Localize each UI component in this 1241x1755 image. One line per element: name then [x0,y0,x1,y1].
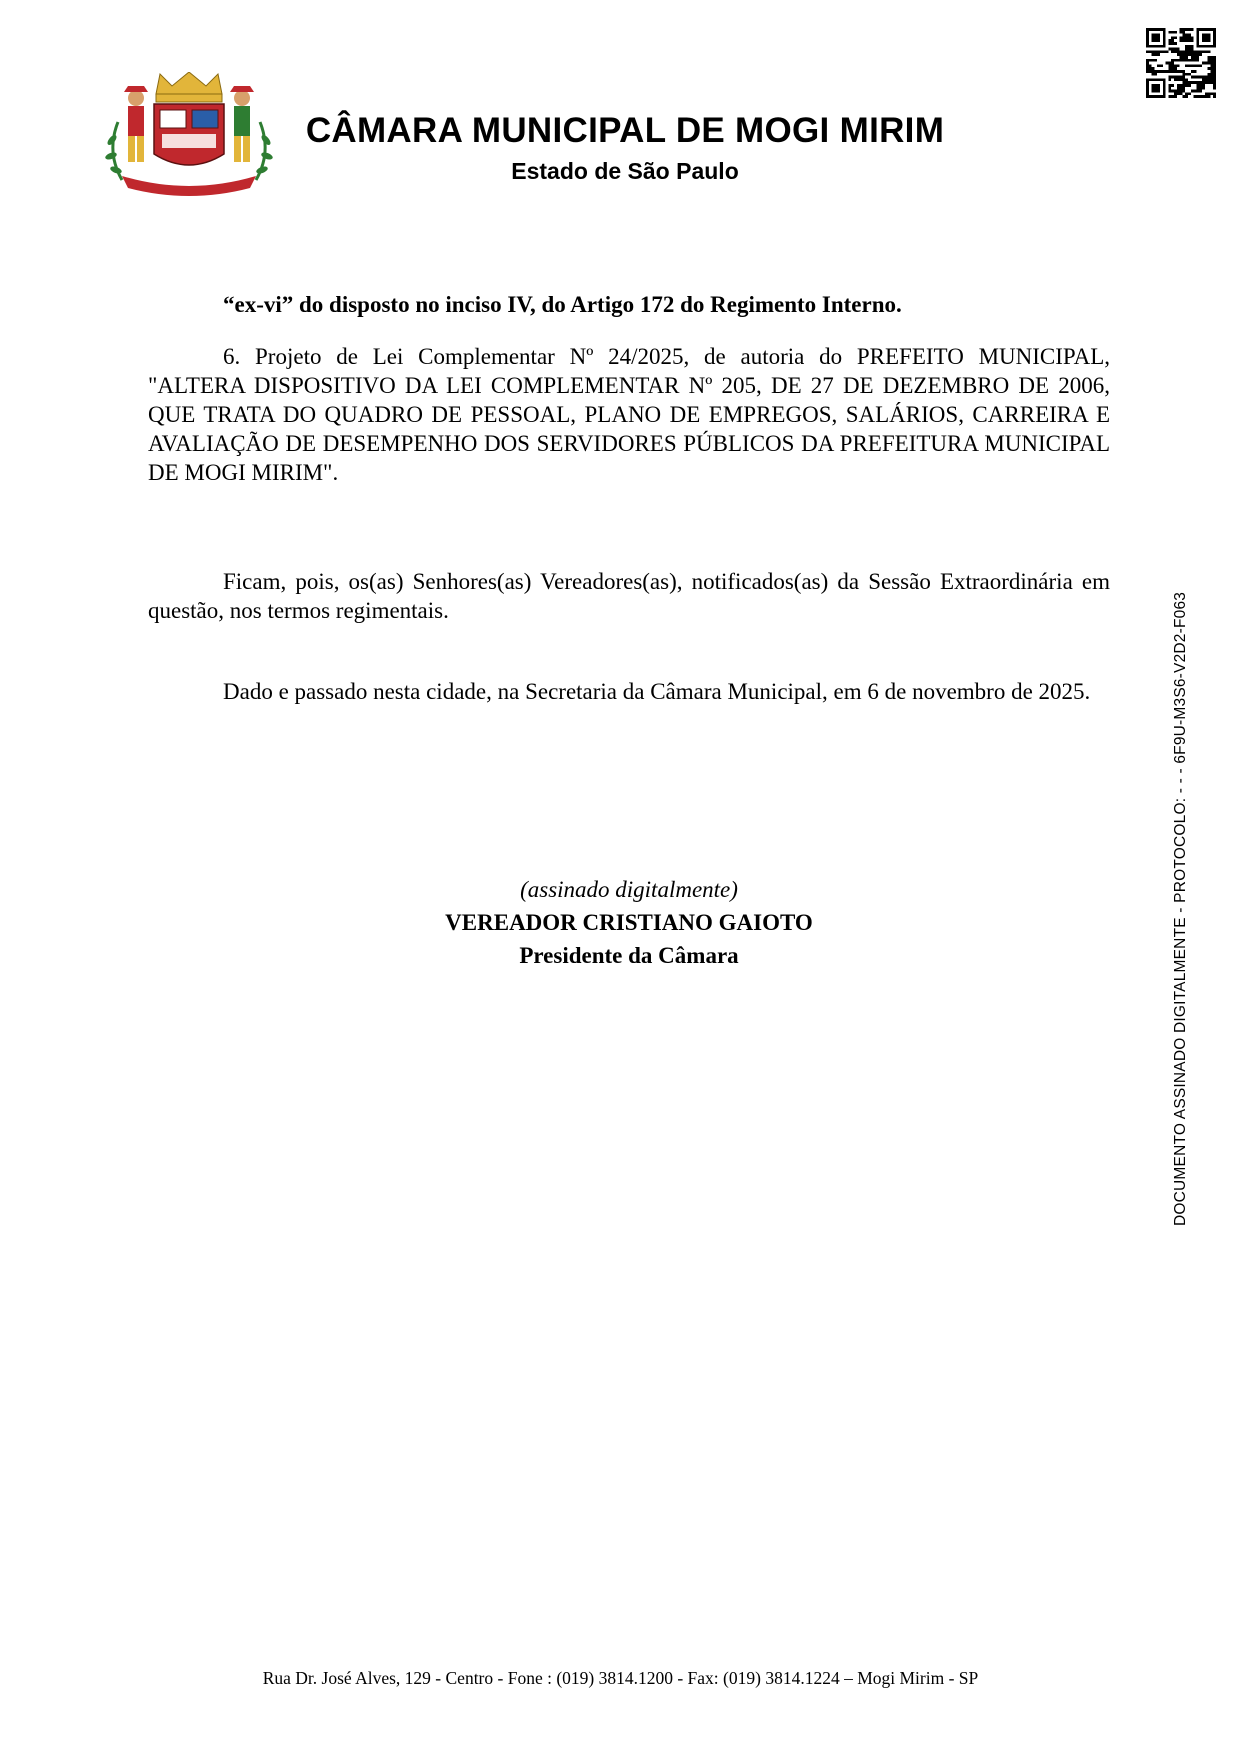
notice-paragraph: Ficam, pois, os(as) Senhores(as) Vereadores(as), notificados(as) da Sessão Extraordinária em questão, nos termos regimentais. [148,569,1110,623]
item-6-paragraph: 6. Projeto de Lei Complementar Nº 24/2025, de autoria do PREFEITO MUNICIPAL, "ALTERA DISPOSITIVO DA LEI COMPLEMENTAR Nº 205, DE 27 DE DEZEMBRO DE 2006, QUE TRATA DO QUADRO DE PESSOAL, PLANO DE EMPREGOS, SALÁRIOS, CARREIRA E AVALIAÇÃO DE DESEMPENHO DOS SERVIDORES PÚBLICOS DA PREFEITURA MUNICIPAL DE MOGI MIRIM". [148,344,1110,485]
signature-note: (assinado digitalmente) [520,877,738,902]
coat-of-arms-logo [100,72,278,200]
footer-address: Rua Dr. José Alves, 129 - Centro - Fone : (019) 3814.1200 - Fax: (019) 3814.1224 – Mogi Mirim - SP [262,1668,979,1688]
signature-name: VEREADOR CRISTIANO GAIOTO [445,910,813,935]
header-title: CÂMARA MUNICIPAL DE MOGI MIRIM [305,111,945,150]
closing-paragraph: Dado e passado nesta cidade, na Secretaria da Câmara Municipal, em 6 de novembro de 2025. [223,679,1091,704]
header-subtitle: Estado de São Paulo [511,158,739,184]
signature-block [148,873,1110,972]
document-body [148,290,1110,706]
lead-paragraph: “ex-vi” do disposto no inciso IV, do Artigo 172 do Regimento Interno. [223,292,902,317]
qr-code-icon [1146,28,1216,98]
signature-role: Presidente da Câmara [519,943,739,968]
side-stamp-text: DOCUMENTO ASSINADO DIGITALMENTE - PROTOCOLO: - - - 6F9U-M3S6-V2D2-F063 [1172,591,1189,1226]
